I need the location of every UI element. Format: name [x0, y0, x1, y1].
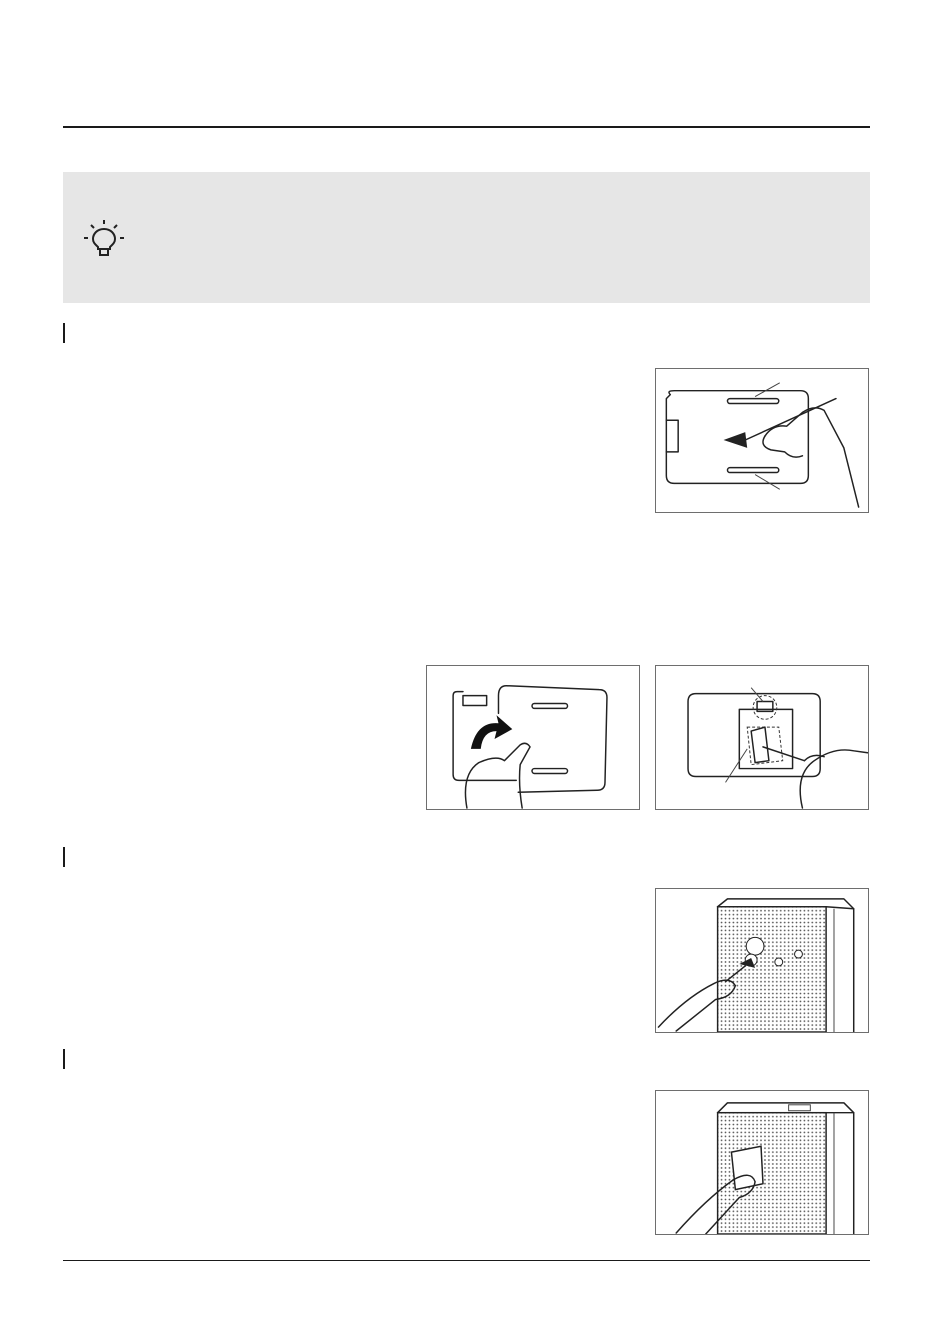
body-wipe-figure [655, 1090, 869, 1235]
front-grille-brush-illustration [656, 889, 868, 1032]
sensor-cotton-swab-illustration [656, 666, 868, 809]
section-marker-2 [63, 847, 65, 867]
filter-flip-arrow-illustration [427, 666, 639, 809]
body-cloth-wipe-illustration [656, 1091, 868, 1234]
footer-rule [63, 1260, 870, 1261]
filter-lift-figure [426, 665, 640, 810]
section-marker-1 [63, 323, 65, 343]
filter-cleaning-brush-illustration [656, 369, 868, 512]
section-marker-3 [63, 1049, 65, 1069]
sensor-clean-figure [655, 665, 869, 810]
lightbulb-icon [82, 218, 126, 258]
header-rule [63, 126, 870, 128]
filter-brush-figure [655, 368, 869, 513]
tip-box [63, 172, 870, 303]
grille-brush-figure [655, 888, 869, 1033]
